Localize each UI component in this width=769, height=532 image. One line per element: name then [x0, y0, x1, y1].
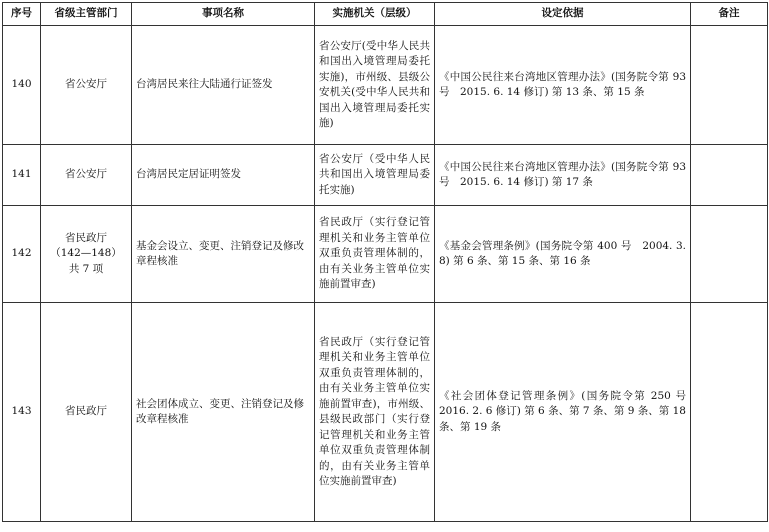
header-item: 事项名称: [132, 3, 315, 26]
cell-basis: 《中国公民往来台湾地区管理办法》(国务院令第 93 号 2015. 6. 14 修订) 第 17 条: [435, 145, 691, 206]
dept-line: 省民政厅: [65, 231, 107, 244]
header-note: 备注: [691, 3, 768, 26]
cell-note: [691, 145, 768, 206]
cell-seq: 143: [3, 303, 41, 522]
table-row: [3, 303, 768, 522]
dept-line: 共 7 项: [68, 262, 104, 275]
cell-agency: 省公安厅(受中华人民共和国出入境管理局委托实施)，市州级、县级公安机关(受中华人民共和国出入境管理局委托实施): [315, 26, 435, 145]
table-row: [3, 26, 768, 145]
table-row: [3, 206, 768, 303]
table-row: [3, 145, 768, 206]
cell-agency: 省民政厅（实行登记管理机关和业务主管单位双重负责管理体制的，由有关业务主管单位实施前置审查): [315, 206, 435, 303]
cell-basis: 《社会团体登记管理条例》(国务院令第 250 号 2016. 2. 6 修订) 第 6 条、第 7 条、第 9 条、第 18 条、第 19 条: [435, 303, 691, 522]
cell-basis: 《基金会管理条例》(国务院令第 400 号 2004. 3. 8) 第 6 条、第 15 条、第 16 条: [435, 206, 691, 303]
cell-dept: [41, 206, 132, 303]
cell-seq: 141: [3, 145, 41, 206]
dept-line: （142—148）: [50, 247, 122, 260]
approval-items-table: [2, 2, 768, 522]
cell-item: 台湾居民来往大陆通行证签发: [132, 26, 315, 145]
cell-basis: 《中国公民往来台湾地区管理办法》(国务院令第 93 号 2015. 6. 14 修订) 第 13 条、第 15 条: [435, 26, 691, 145]
cell-seq: 140: [3, 26, 41, 145]
header-seq: 序号: [3, 3, 41, 26]
cell-item: 社会团体成立、变更、注销登记及修改章程核准: [132, 303, 315, 522]
cell-dept: 省公安厅: [41, 26, 132, 145]
cell-dept: 省民政厅: [41, 303, 132, 522]
cell-note: [691, 26, 768, 145]
cell-agency: 省公安厅（受中华人民共和国出入境管理局委托实施): [315, 145, 435, 206]
cell-seq: 142: [3, 206, 41, 303]
header-agency: 实施机关（层级）: [315, 3, 435, 26]
cell-dept: 省公安厅: [41, 145, 132, 206]
table-header-row: [3, 3, 768, 26]
cell-item: 台湾居民定居证明签发: [132, 145, 315, 206]
cell-note: [691, 206, 768, 303]
header-basis: 设定依据: [435, 3, 691, 26]
cell-note: [691, 303, 768, 522]
header-dept: 省级主管部门: [41, 3, 132, 26]
cell-agency: 省民政厅（实行登记管理机关和业务主管单位双重负责管理体制的，由有关业务主管单位实施前置审查)，市州级、县级民政部门（实行登记管理机关和业务主管单位双重负责管理体制的，由有关业务主管单位实施前置审查): [315, 303, 435, 522]
cell-item: 基金会设立、变更、注销登记及修改章程核准: [132, 206, 315, 303]
